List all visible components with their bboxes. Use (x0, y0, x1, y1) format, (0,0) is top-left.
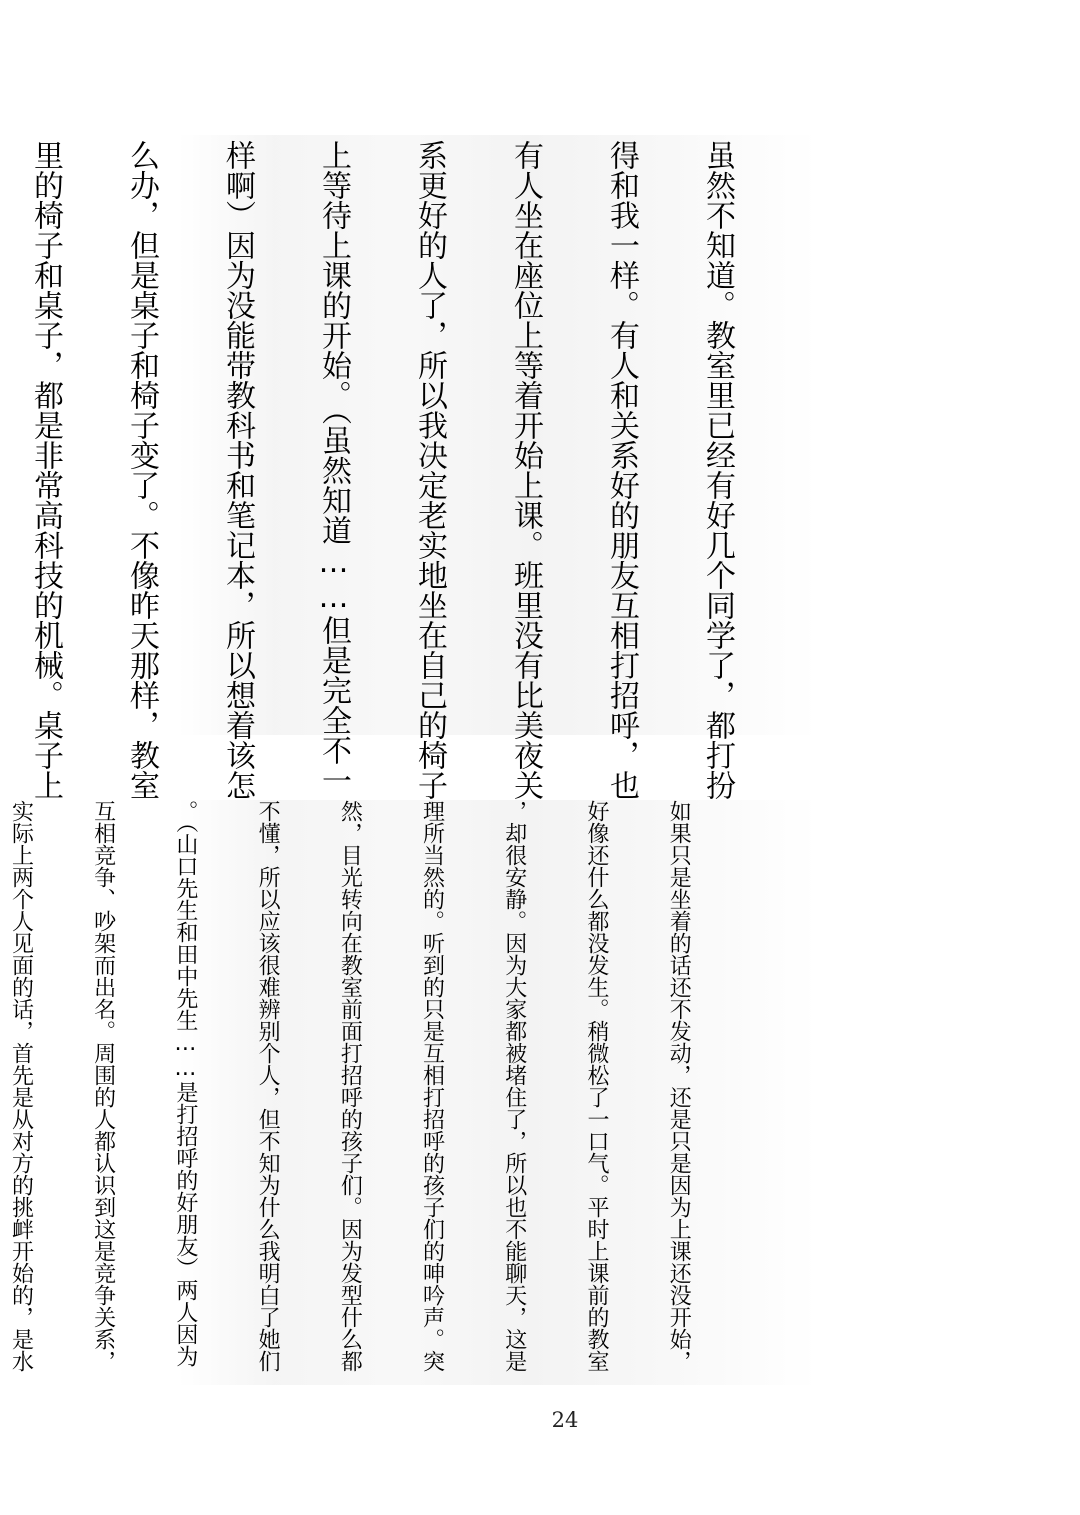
text-column: 里的椅子和桌子，都是非常高科技的机械。桌子上 (28, 140, 63, 800)
text-column: ，却很安静。因为大家都被堵住了，所以也不能聊天，这是 (501, 800, 527, 1372)
text-column: 如果只是坐着的话还不发动，还是只是因为上课还没开始， (666, 800, 692, 1372)
text-column: 然，目光转向在教室前面打招呼的孩子们。因为发型什么都 (337, 800, 363, 1372)
text-column: 互相竞争、吵架而出名。周围的人都认识到这是竞争关系， (90, 800, 116, 1372)
text-column: 系更好的人了，所以我决定老实地坐在自己的椅子 (412, 140, 447, 800)
upper-passage (0, 140, 797, 800)
text-column: 得和我一样。有人和关系好的朋友互相打招呼，也 (604, 140, 639, 800)
text-column: 理所当然的。听到的只是互相打招呼的孩子们的呻吟声。突 (419, 800, 445, 1372)
text-column: 实际上两个人见面的话，首先是从对方的挑衅开始的，是水 (8, 800, 34, 1372)
text-column: 虽然不知道。教室里已经有好几个同学了，都打扮 (700, 140, 735, 800)
text-column: 有人坐在座位上等着开始上课。班里没有比美夜关 (508, 140, 543, 800)
text-column: 不懂，所以应该很难辨别个人，但不知为什么我明白了她们 (255, 800, 281, 1372)
text-column: 。（山口先生和田中先生……是打招呼的好朋友）两人因为 (172, 800, 198, 1367)
page-number: 24 (551, 1408, 579, 1432)
lower-passage (0, 800, 747, 1390)
text-column: 样啊）因为没能带教科书和笔记本，所以想着该怎 (220, 140, 255, 800)
text-column: 好像还什么都没发生。稍微松了一口气。平时上课前的教室 (583, 800, 609, 1372)
text-column: 上等待上课的开始。（虽然知道……但是完全不一 (316, 140, 351, 795)
text-column: 么办，但是桌子和椅子变了。不像昨天那样，教室 (124, 140, 159, 800)
